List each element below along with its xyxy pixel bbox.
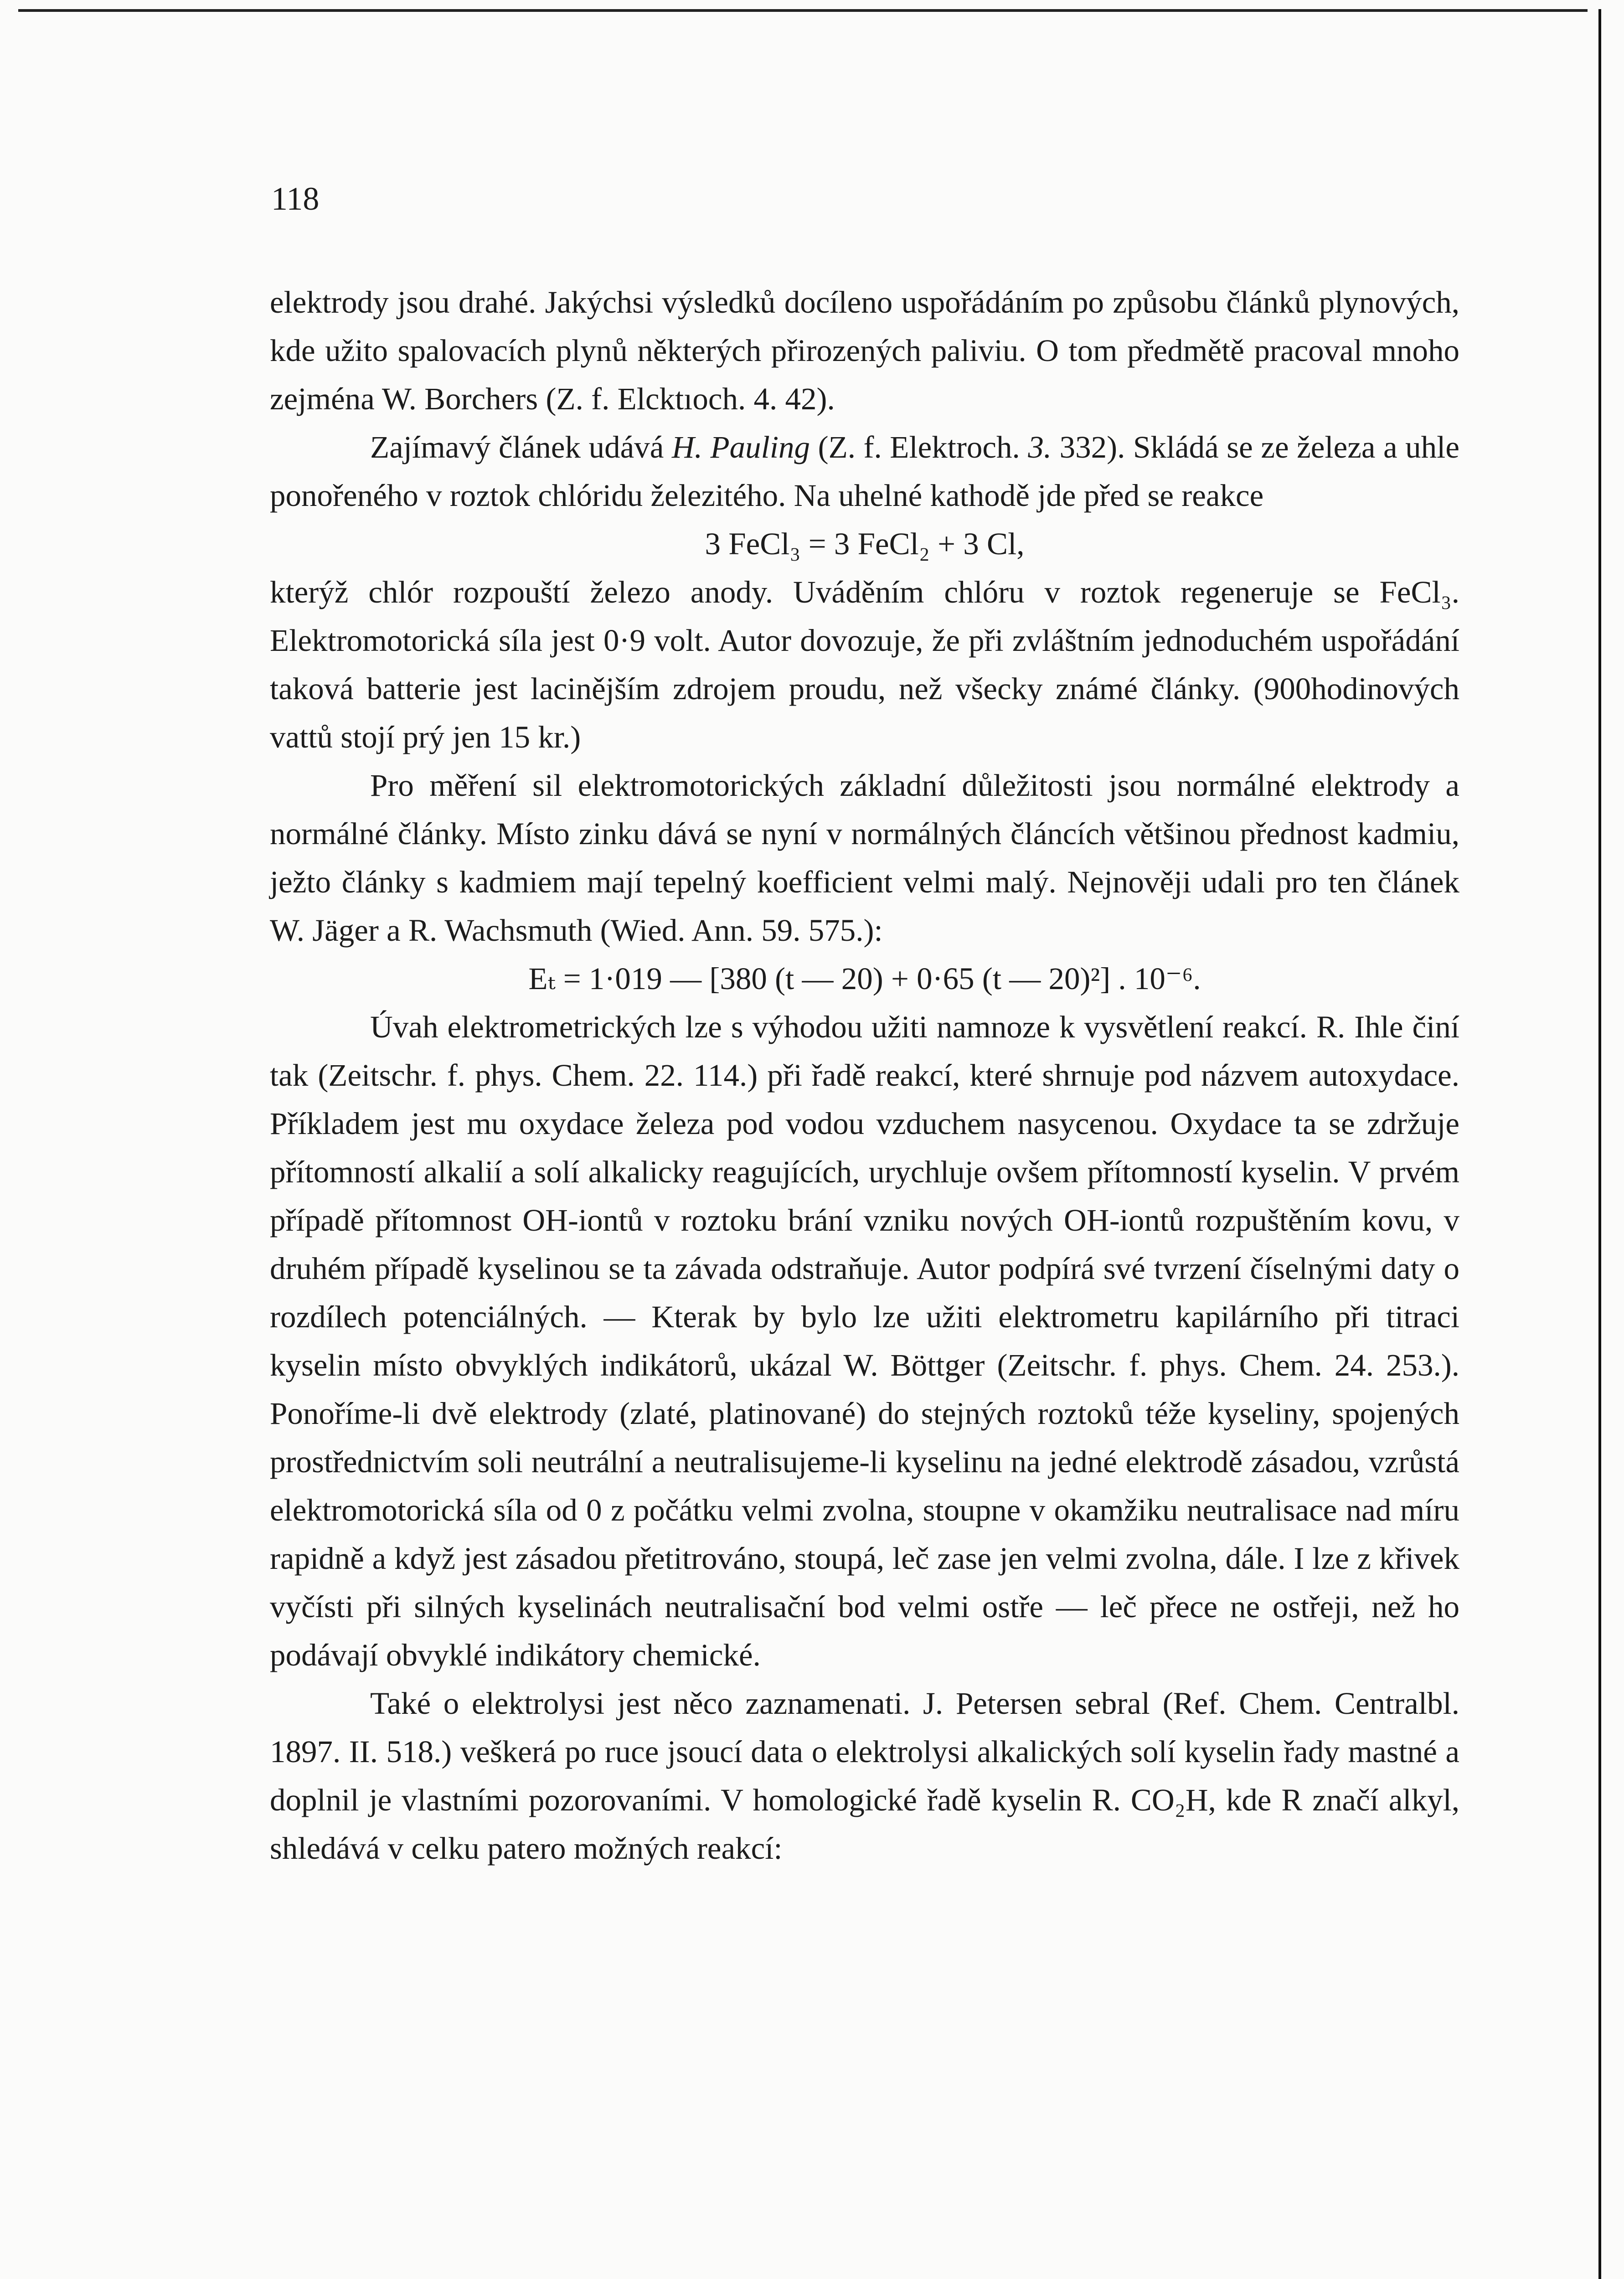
p2-ref: (Z. f. Elektroch.	[810, 430, 1028, 464]
p2-pre: Zajímavý článek udává	[370, 430, 672, 464]
paragraph-5: Úvah elektrometrických lze s výhodou užiti namnoze k vysvětlení reakcí. R. Ihle činí tak (Zeitschr. f. phys. Chem. 22. 114.) při řadě reakcí, které shrnuje pod názvem autoxydace. Příkladem jest mu oxydace železa pod vodou vzduchem nasycenou. Oxydace ta se zdržuje přítomností alkalií a solí alkalicky reagujících, urychluje ovšem přítomností kyselin. V prvém případě přítomnost OH-iontů v roztoku brání vzniku nových OH-iontů rozpuštěním kovu, v druhém případě kyselinou se ta závada odstraňuje. Autor podpírá své tvrzení číselnými daty o rozdílech potenciálných. — Kterak by bylo lze užiti elektrometru kapilárního při titraci kyselin místo obvyklých indikátorů, ukázal W. Böttger (Zeitschr. f. phys. Chem. 24. 253.). Ponoříme-li dvě elektrody (zlaté, platinované) do stejných roztoků téže kyseliny, spojených prostřednictvím soli neutrální a neutralisujeme-li kyselinu na jedné elektrodě zásadou, vzrůstá elektromotorická síla od 0 z počátku velmi zvolna, stoupne v okamžiku neutralisace nad míru rapidně a když jest zásadou přetitrováno, stoupá, leč zase jen velmi zvolna, dále. I lze z křivek vyčísti při silných kyselinách neutralisační bod velmi ostře — leč přece ne ostřeji, než ho podávají obvyklé indikátory chemické.	[270, 1010, 1459, 1672]
scan-top-border	[18, 9, 1588, 12]
equation-2: Eₜ = 1·019 — [380 (t — 20) + 0·65 (t — 20)²] . 10⁻⁶.	[528, 961, 1201, 996]
author-pauling: H. Pauling	[671, 430, 810, 464]
page-number: 118	[271, 180, 320, 217]
paragraph-1: elektrody jsou drahé. Jakýchsi výsledků docíleno uspořádáním po způsobu článků plynových, kde užito spalovacích plynů některých přirozených paliviu. O tom předmětě pracoval mnoho zejména W. Borchers (Z. f. Elcktıoch. 4. 42).	[270, 285, 1459, 416]
paragraph-6: Také o elektrolysi jest něco zaznamenati. J. Petersen sebral (Ref. Chem. Centralbl. 1897. II. 518.) veškerá po ruce jsoucí data o elektrolysi alkalických solí kyselin řady mastné a doplnil je vlastními pozorovaními. V homologické řadě kyselin R. CO₂H, kde R značí alkyl, shledává v celku patero možných reakcí:	[270, 1686, 1459, 1866]
equation-1: 3 FeCl₃ = 3 FeCl₂ + 3 Cl,	[705, 526, 1025, 561]
paragraph-2	[270, 423, 1459, 520]
paragraph-3: kterýž chlór rozpouští železo anody. Uváděním chlóru v roztok regeneruje se FeCl₃. Elektromotorická síla jest 0·9 volt. Autor dovozuje, že při zvláštním jednoduchém uspořádání taková batterie jest lacinějším zdrojem proudu, než všecky známé články. (900hodinových vattů stojí prý jen 15 kr.)	[270, 575, 1459, 754]
p2-volume: 3.	[1028, 430, 1052, 464]
p2-post: 332). Skládá se ze železa a uhle ponořeného v roztok chlóridu železitého. Na uhelné kathodě jde před se reakce	[270, 430, 1459, 513]
paragraph-4: Pro měření sil elektromotorických základní důležitosti jsou normálné elektrody a normálné články. Místo zinku dává se nyní v normálných článcích většinou přednost kadmiu, ježto články s kadmiem mají tepelný koefficient velmi malý. Nejnověji udali pro ten článek W. Jäger a R. Wachsmuth (Wied. Ann. 59. 575.):	[270, 768, 1459, 948]
scan-right-border	[1598, 9, 1601, 2279]
body-text	[270, 278, 1459, 1872]
